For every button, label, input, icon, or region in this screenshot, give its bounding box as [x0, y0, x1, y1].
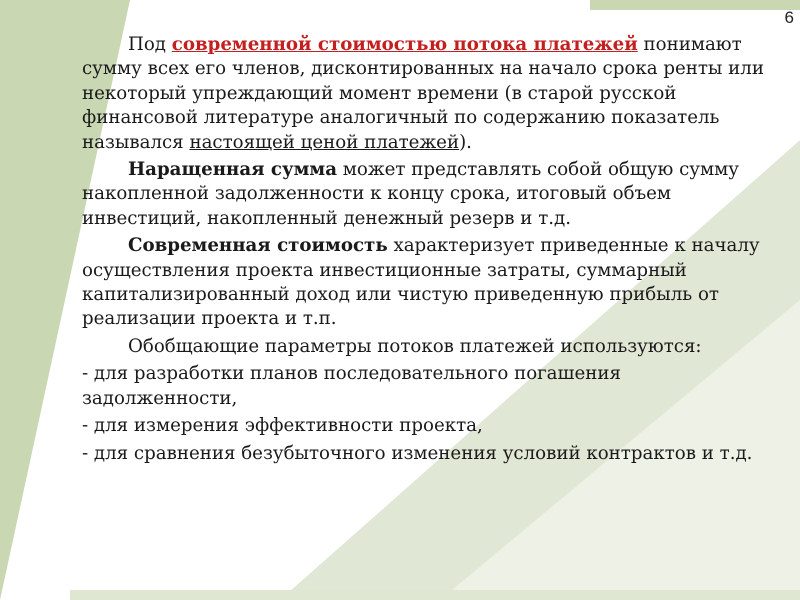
background-top-right-bar — [590, 0, 800, 10]
list-item: - для измерения эффективности проекта, — [82, 415, 483, 437]
list-item: - для сравнения безубыточного изменения условий контрактов и т.д. — [82, 442, 753, 464]
bold-term: Наращенная сумма — [128, 159, 337, 181]
underlined-term: настоящей ценой платежей — [189, 131, 460, 153]
paragraph-present-value — [82, 234, 772, 332]
paragraph-present-value-definition — [82, 33, 772, 155]
list-item: - для разработки планов последовательного погашения задолженности, — [82, 363, 621, 409]
highlighted-term: современной стоимостью потока платежей — [171, 34, 638, 55]
paragraph-text: характеризует приведенные к началу осуществления проекта инвестиционные затраты, суммарный капитализированный доход или чистую приведенную прибыль от реализации проекта и т.п. — [82, 235, 760, 330]
paragraph-usage-intro: Обобщающие параметры потоков платежей используются: — [128, 335, 702, 357]
paragraph-text: понимают сумму всех его членов, дисконтированных на начало срока ренты или некоторый упреждающий момент времени (в старой русской финансовой литературе аналогичный по содержанию показатель назывался — [82, 34, 764, 153]
paragraph-text: может представлять собой общую сумму накопленной задолженности к концу срока, итоговый объем инвестиций, накопленный денежный резерв и т.д. — [82, 159, 739, 229]
paragraph-text: Под — [128, 34, 172, 55]
paragraph-accumulated-sum — [82, 158, 772, 231]
paragraph-text: ). — [459, 131, 472, 153]
slide-number: 6 — [784, 8, 794, 27]
bold-term: Современная стоимость — [128, 235, 388, 257]
background-bottom-bar — [70, 590, 800, 600]
slide-body — [82, 33, 772, 469]
